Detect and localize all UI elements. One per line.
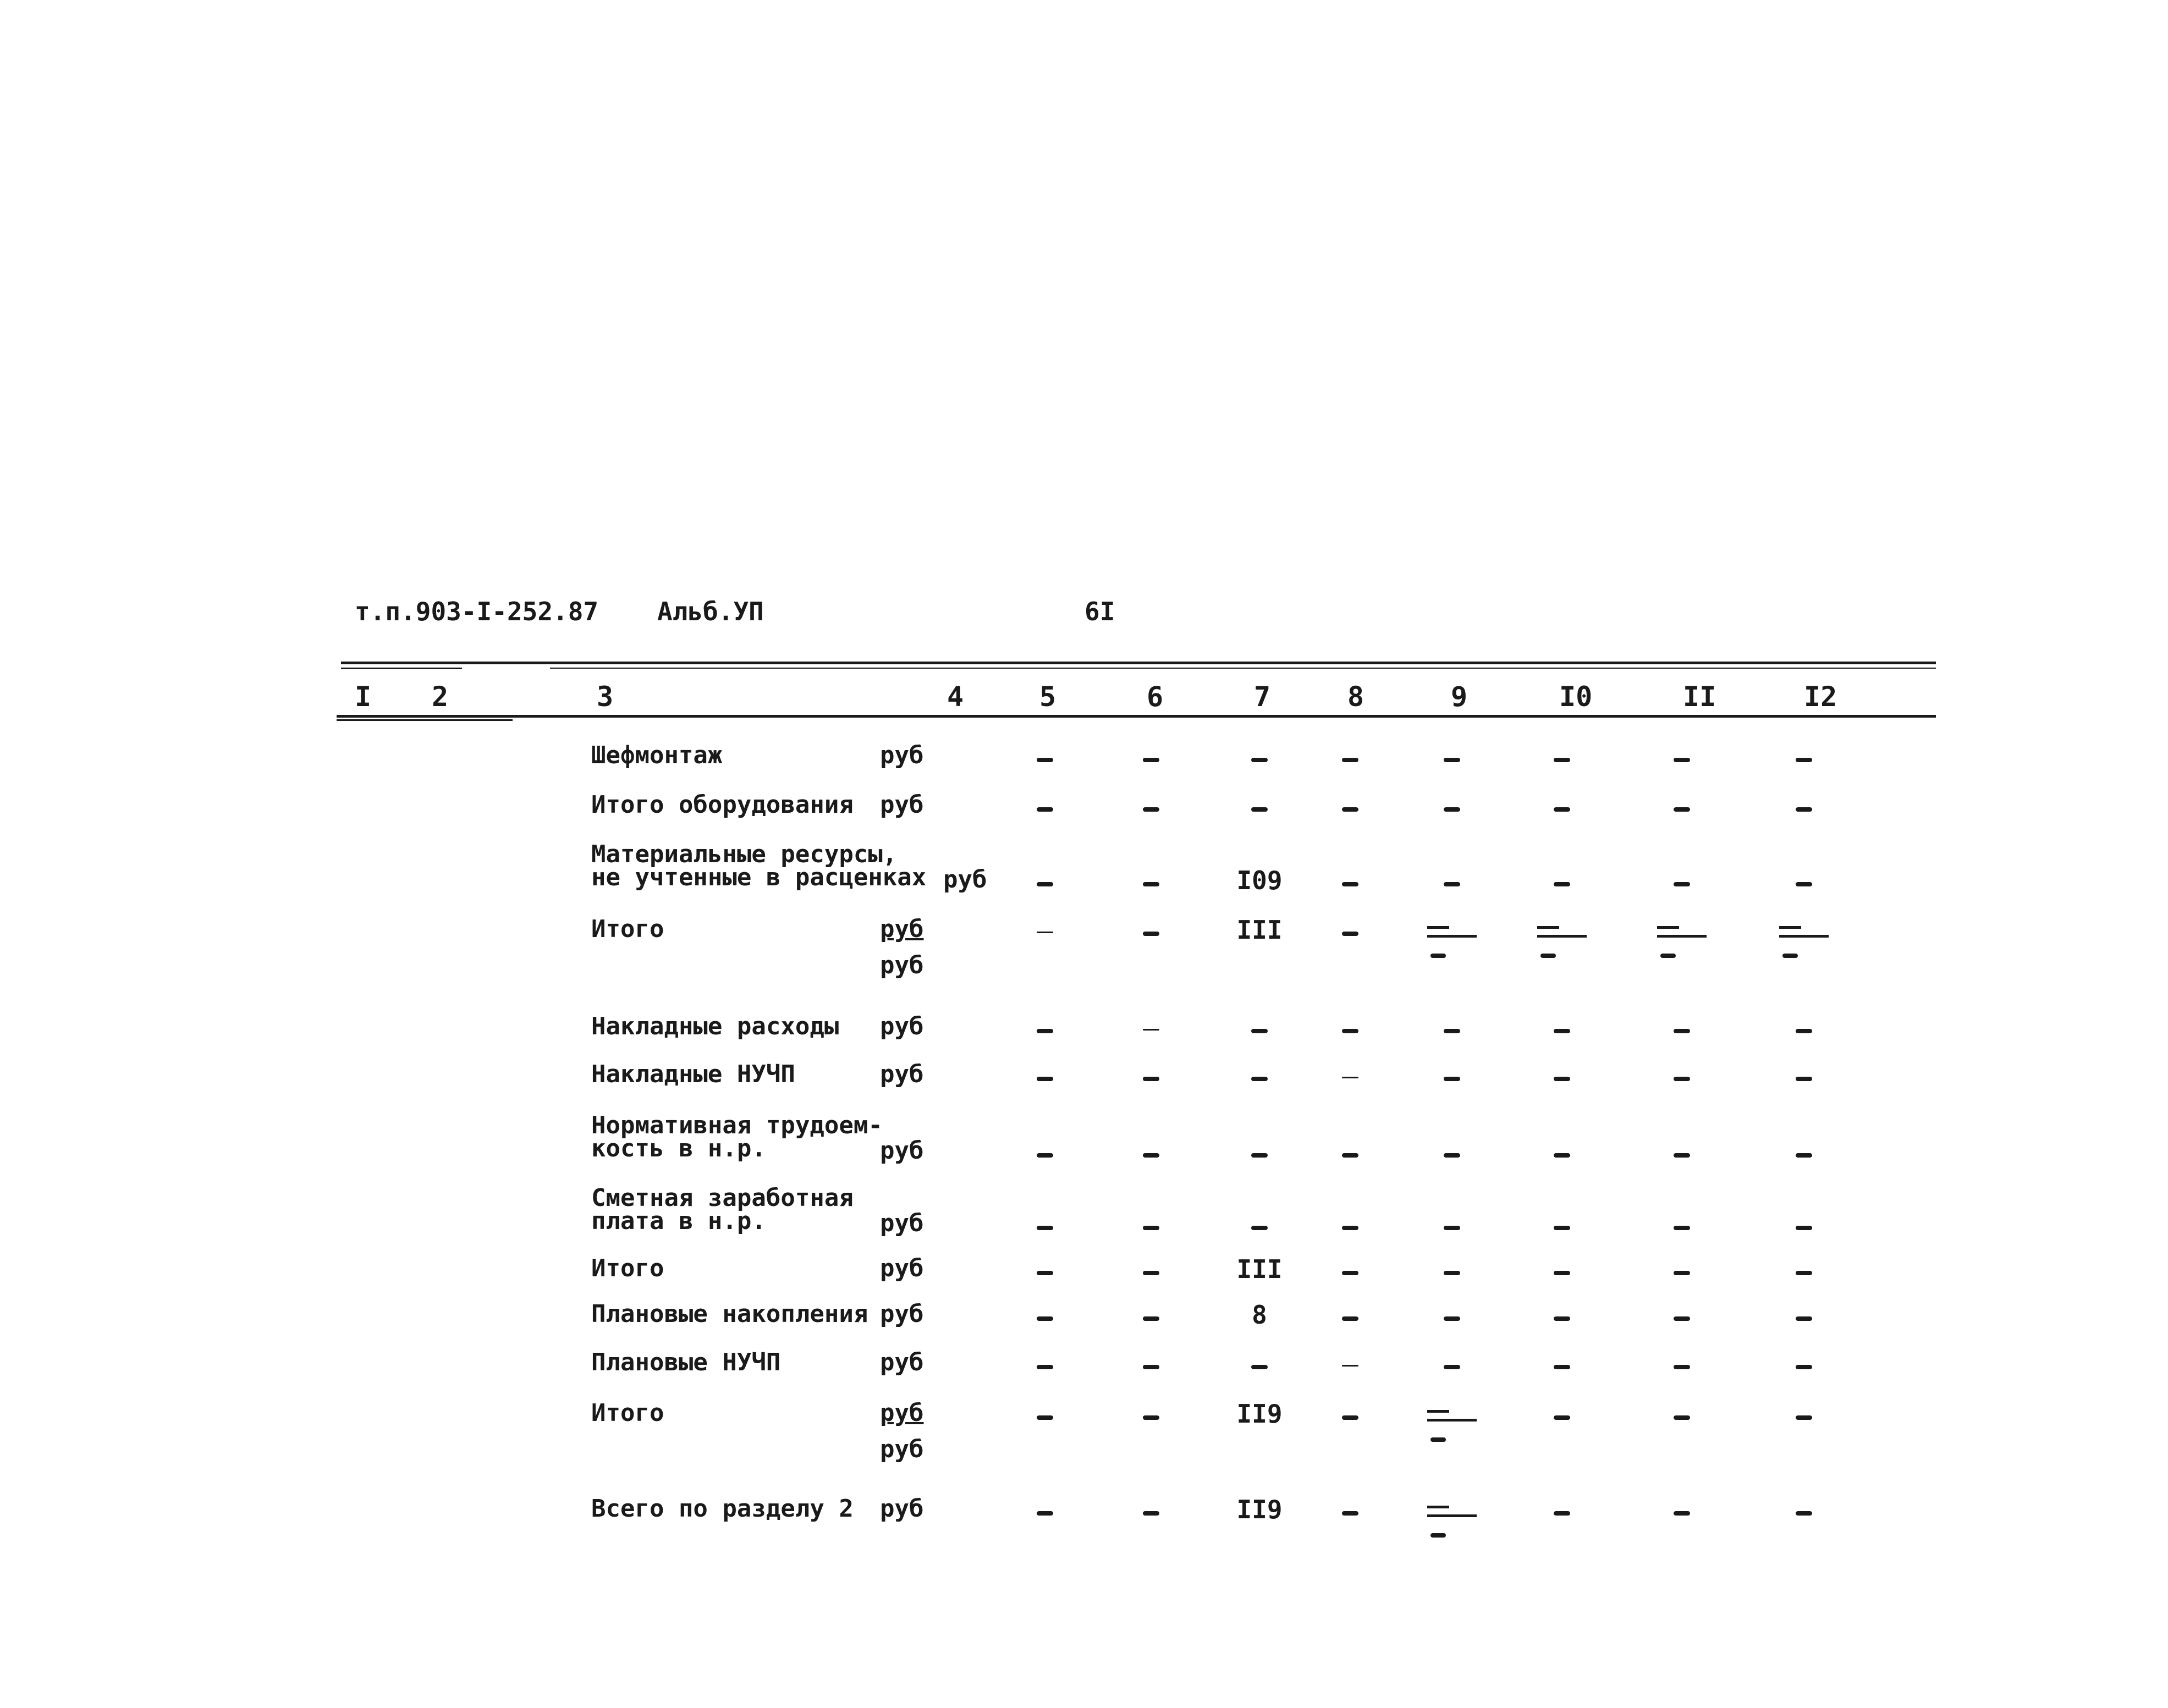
dash-mark	[1342, 882, 1358, 886]
dash-mark	[1251, 807, 1268, 812]
dash-mark	[1251, 1365, 1268, 1369]
dash-mark	[1444, 1271, 1460, 1275]
column-number-4: 4	[947, 681, 964, 713]
dash-mark	[1251, 1029, 1268, 1033]
header-bottom-rule	[337, 715, 1936, 718]
row-label	[591, 1348, 781, 1376]
dash-mark	[1037, 1077, 1053, 1081]
dash-mark	[1143, 1511, 1159, 1516]
dash-mark	[1554, 807, 1570, 812]
column-number-1: I	[355, 681, 372, 713]
page-number: 6I	[1085, 597, 1115, 626]
row-unit	[880, 1062, 923, 1087]
dash-mark	[1037, 1511, 1053, 1516]
dash-mark	[1430, 954, 1446, 958]
row-label-line: Плановые НУЧП	[591, 1348, 781, 1376]
equal-bar-top	[1427, 926, 1449, 929]
row-label-line: Накладные расходы	[591, 1012, 839, 1040]
dash-mark	[1554, 882, 1570, 886]
dash-mark	[1037, 1029, 1053, 1033]
row-label	[591, 1062, 795, 1087]
dash-mark	[1143, 882, 1159, 886]
dash-mark	[1037, 1271, 1053, 1275]
unit-secondary: руб	[880, 1435, 924, 1463]
dash-mark	[1554, 1316, 1570, 1321]
equal-bar-top	[1427, 1506, 1449, 1508]
dash-mark	[1796, 882, 1812, 886]
dash-mark	[1796, 1077, 1812, 1081]
row-label-line: Итого	[591, 1254, 664, 1282]
column-number-8: 8	[1347, 681, 1364, 713]
dash-mark	[1444, 1153, 1460, 1158]
dash-mark	[1444, 758, 1460, 762]
dash-mark	[1342, 1153, 1358, 1158]
unit-primary: руб	[880, 1495, 924, 1523]
dash-mark	[1674, 1271, 1690, 1275]
unit-primary: руб	[880, 1012, 924, 1040]
dash-mark	[1674, 1029, 1690, 1033]
dash-mark	[1796, 1316, 1812, 1321]
row-label-line: Итого	[591, 915, 664, 943]
row-label	[591, 1012, 839, 1040]
dash-mark	[1430, 1533, 1446, 1538]
row-unit	[880, 1497, 923, 1521]
dash-mark	[1143, 1153, 1159, 1158]
dash-mark	[1444, 1077, 1460, 1081]
equal-bar-top	[1657, 926, 1679, 929]
dash-mark	[1674, 1365, 1690, 1369]
table-top-rule-3	[550, 668, 1936, 669]
dash-mark	[1037, 1365, 1053, 1369]
row-unit	[880, 1211, 923, 1236]
unit-primary: руб	[880, 1060, 924, 1088]
dash-mark	[1342, 1511, 1358, 1516]
dash-mark	[1554, 1153, 1570, 1158]
dash-mark	[1143, 1029, 1159, 1031]
row-label	[591, 842, 926, 890]
column-number-2: 2	[432, 681, 449, 713]
dash-mark	[1674, 1511, 1690, 1516]
dash-mark	[1037, 807, 1053, 812]
dash-mark	[1037, 1415, 1053, 1420]
row-unit	[880, 793, 923, 817]
cell-value: III	[1236, 1254, 1283, 1284]
unit-primary: руб	[880, 1209, 924, 1237]
row-label-line: плата в н.р.	[591, 1207, 766, 1235]
dash-mark	[1674, 1415, 1690, 1420]
row-label-line: Накладные НУЧП	[591, 1060, 795, 1088]
row-unit	[880, 1254, 924, 1282]
row-label	[591, 1111, 883, 1162]
row-label-line: Итого оборудования	[591, 791, 854, 819]
dash-mark	[1342, 1365, 1358, 1367]
dash-mark	[1143, 1271, 1159, 1275]
row-unit	[880, 1302, 923, 1326]
dash-mark	[1444, 882, 1460, 886]
dash-mark	[1342, 807, 1358, 812]
row-unit	[880, 1348, 924, 1376]
dash-mark	[1554, 1415, 1570, 1420]
dash-mark	[1037, 758, 1053, 762]
dash-mark	[1037, 1316, 1053, 1321]
dash-mark	[1143, 1316, 1159, 1321]
dash-mark	[1251, 1226, 1268, 1230]
unit-primary: руб	[880, 791, 924, 819]
dash-mark	[1444, 1029, 1460, 1033]
equal-mark	[1657, 926, 1707, 959]
column-number-11: II	[1683, 681, 1716, 713]
dash-mark	[1444, 807, 1460, 812]
dash-mark	[1342, 1077, 1358, 1078]
dash-mark	[1143, 1365, 1159, 1369]
equal-mark	[1537, 926, 1587, 959]
row-label	[591, 1254, 664, 1282]
row-label	[591, 1186, 854, 1233]
dash-mark	[1554, 1077, 1570, 1081]
dash-mark	[1796, 1271, 1812, 1275]
dash-mark	[1037, 932, 1053, 933]
dash-mark	[1796, 807, 1812, 812]
equal-bar-bottom	[1427, 935, 1477, 938]
document-code: т.п.903-I-252.87	[355, 597, 599, 626]
unit-secondary: руб	[880, 951, 924, 979]
row-label	[591, 917, 664, 941]
dash-mark	[1674, 1077, 1690, 1081]
dash-mark	[1444, 1226, 1460, 1230]
dash-mark	[1554, 1226, 1570, 1230]
column-number-9: 9	[1451, 681, 1468, 713]
dash-mark	[1554, 1511, 1570, 1516]
dash-mark	[1037, 1153, 1053, 1158]
dash-mark	[1143, 1226, 1159, 1230]
equal-bar-bottom	[1427, 1419, 1477, 1422]
dash-mark	[1342, 1029, 1358, 1033]
dash-mark	[1796, 1226, 1812, 1230]
cell-value: II9	[1236, 1495, 1283, 1524]
equal-mark	[1427, 1410, 1477, 1443]
equal-bar-bottom	[1779, 935, 1829, 938]
row-label-line: Материальные ресурсы,	[591, 840, 898, 868]
cell-value: 8	[1252, 1300, 1267, 1330]
dash-mark	[1251, 758, 1268, 762]
unit-primary: руб	[880, 1348, 924, 1376]
row-label	[591, 1302, 868, 1326]
dash-mark	[1554, 1365, 1570, 1369]
row-label-line: не учтенные в расценках	[591, 863, 927, 891]
equal-mark	[1427, 926, 1477, 959]
column-number-10: I0	[1559, 681, 1593, 713]
row-label	[591, 1401, 664, 1425]
unit-primary: руб	[880, 1254, 924, 1282]
column-number-5: 5	[1039, 681, 1057, 713]
cell-value: I09	[1236, 866, 1283, 895]
equal-bar-top	[1537, 926, 1559, 929]
dash-mark	[1342, 1316, 1358, 1321]
column-number-3: 3	[597, 681, 614, 713]
dash-mark	[1782, 954, 1798, 958]
dash-mark	[1342, 1415, 1358, 1420]
equal-bar-bottom	[1657, 935, 1707, 938]
dash-mark	[1342, 758, 1358, 762]
unit-primary: руб	[880, 1399, 924, 1427]
dash-mark	[1342, 1271, 1358, 1275]
column-number-6: 6	[1147, 681, 1164, 713]
dash-mark	[1143, 807, 1159, 812]
unit-primary: руб	[880, 1137, 924, 1165]
unit-primary: руб	[880, 915, 924, 943]
equal-bar-top	[1779, 926, 1801, 929]
dash-mark	[1554, 1029, 1570, 1033]
dash-mark	[1143, 1415, 1159, 1420]
row-label-line: Всего по разделу 2	[591, 1495, 854, 1523]
row-label-line: Плановые накопления	[591, 1300, 868, 1328]
column-number-7: 7	[1254, 681, 1271, 713]
dash-mark	[1796, 758, 1812, 762]
dash-mark	[1796, 1153, 1812, 1158]
row-unit	[880, 743, 923, 768]
table-top-rule	[341, 662, 1936, 664]
row-unit	[943, 868, 987, 892]
cell-value: III	[1236, 915, 1283, 945]
dash-mark	[1342, 1226, 1358, 1230]
dash-mark	[1796, 1511, 1812, 1516]
row-label-line: кость в н.р.	[591, 1134, 766, 1162]
column-number-12: I2	[1804, 681, 1837, 713]
dash-mark	[1674, 1153, 1690, 1158]
dash-mark	[1037, 882, 1053, 886]
dash-mark	[1660, 954, 1676, 958]
dash-mark	[1143, 1077, 1159, 1081]
dash-mark	[1143, 932, 1159, 936]
dash-mark	[1251, 1077, 1268, 1081]
table-top-rule-2	[341, 668, 462, 669]
dash-mark	[1674, 758, 1690, 762]
row-label-line: Нормативная трудоем-	[591, 1111, 883, 1139]
unit-primary: руб	[880, 1300, 924, 1328]
dash-mark	[1796, 1029, 1812, 1033]
row-label-line: Шефмонтаж	[591, 741, 723, 769]
row-unit	[880, 917, 923, 978]
dash-mark	[1674, 882, 1690, 886]
row-unit	[880, 1401, 923, 1462]
dash-mark	[1554, 758, 1570, 762]
equal-bar-top	[1427, 1410, 1449, 1413]
row-label	[591, 793, 854, 817]
cell-value: II9	[1236, 1399, 1283, 1429]
equal-mark	[1779, 926, 1829, 959]
album-number: Альб.УП	[657, 597, 764, 626]
dash-mark	[1674, 807, 1690, 812]
row-label	[591, 743, 722, 768]
row-label	[591, 1497, 854, 1521]
equal-bar-bottom	[1537, 935, 1587, 938]
dash-mark	[1444, 1365, 1460, 1369]
row-unit	[880, 1139, 923, 1163]
dash-mark	[1674, 1226, 1690, 1230]
row-label-line: Итого	[591, 1399, 664, 1427]
dash-mark	[1444, 1316, 1460, 1321]
dash-mark	[1540, 954, 1556, 958]
row-unit	[880, 1012, 924, 1040]
row-label-line: Сметная заработная	[591, 1184, 854, 1212]
dash-mark	[1251, 1153, 1268, 1158]
dash-mark	[1554, 1271, 1570, 1275]
dash-mark	[1430, 1437, 1446, 1442]
unit-primary: руб	[943, 866, 987, 894]
dash-mark	[1796, 1415, 1812, 1420]
dash-mark	[1342, 932, 1358, 936]
equal-mark	[1427, 1506, 1477, 1539]
dash-mark	[1796, 1365, 1812, 1369]
dash-mark	[1674, 1316, 1690, 1321]
dash-mark	[1143, 758, 1159, 762]
header-bottom-rule-2	[337, 719, 513, 721]
unit-primary: руб	[880, 741, 924, 769]
equal-bar-bottom	[1427, 1514, 1477, 1517]
dash-mark	[1037, 1226, 1053, 1230]
